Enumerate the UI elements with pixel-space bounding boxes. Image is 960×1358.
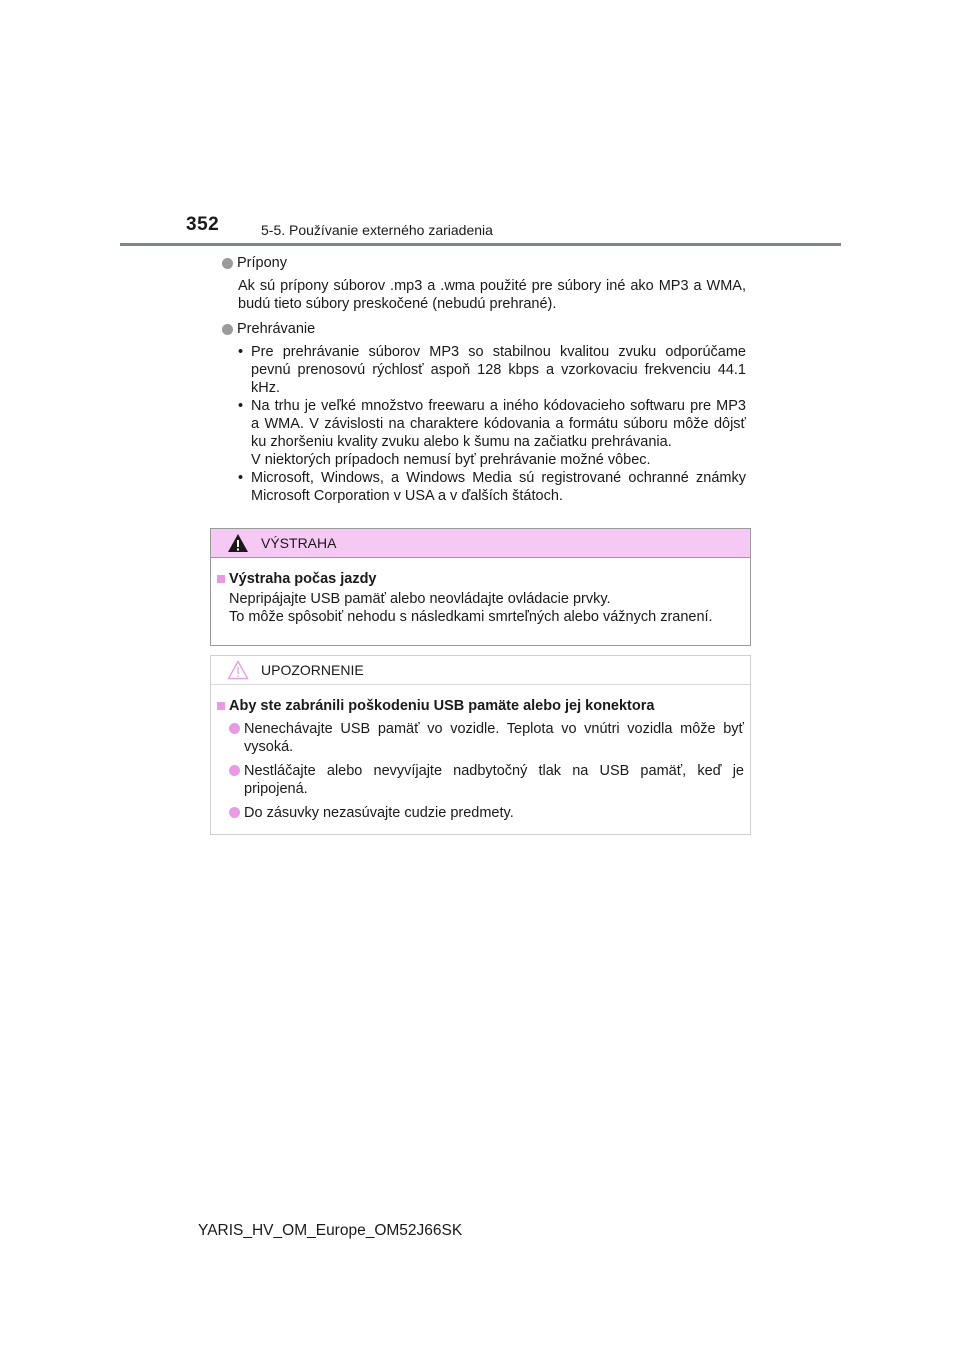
section-title: 5-5. Používanie externého zariadenia <box>261 222 493 238</box>
warning-body <box>211 558 750 626</box>
topic-text: Ak sú prípony súborov .mp3 a .wma použité pre súbory iné ako MP3 a WMA, budú tieto súbory preskočené (nebudú prehrané). <box>238 278 746 312</box>
warning-line: To môže spôsobiť nehodu s následkami smrteľných alebo vážnych zranení. <box>229 609 713 625</box>
bullet-dot-icon <box>229 723 240 734</box>
list-item-text: • Na trhu je veľké množstvo freewaru a iného kódovacieho softwaru pre MP3 a WMA. V závislosti na charaktere kódovania a formátu súboru môže dôjsť ku zhoršeniu kvality zvuku alebo k šumu na začiatku prehrávania. <box>251 398 746 450</box>
caution-heading-text: Aby ste zabránili poškodeniu USB pamäte alebo jej konektora <box>229 698 655 714</box>
bullet-dot-icon <box>222 324 233 335</box>
caution-item-text: Nestláčajte alebo nevyvíjajte nadbytočný tlak na USB pamäť, keď je pripojená. <box>244 763 744 797</box>
warning-heading <box>217 570 744 588</box>
list-item <box>238 469 746 505</box>
footer-doc-id: YARIS_HV_OM_Europe_OM52J66SK <box>198 1222 463 1239</box>
topic-heading <box>222 254 746 272</box>
bullet-dot-icon <box>229 807 240 818</box>
warning-text <box>229 590 744 626</box>
square-bullet-icon <box>217 702 225 710</box>
warning-line: Nepripájajte USB pamäť alebo neovládajte ovládacie prvky. <box>229 591 611 607</box>
list-item <box>238 343 746 397</box>
caution-item <box>229 762 744 798</box>
topic-title: Prehrávanie <box>237 321 316 337</box>
caution-heading <box>217 697 744 715</box>
page-number: 352 <box>186 214 220 235</box>
topic-heading <box>222 320 746 338</box>
list-item-text: V niektorých prípadoch nemusí byť prehrávanie možné vôbec. <box>251 452 651 468</box>
caution-item <box>229 804 744 822</box>
caution-body <box>211 685 750 822</box>
main-content <box>222 254 746 505</box>
warning-header <box>211 529 750 558</box>
caution-item-text: Do zásuvky nezasúvajte cudzie predmety. <box>244 805 514 821</box>
caution-header <box>211 656 750 685</box>
caution-box <box>210 655 751 835</box>
warning-triangle-icon <box>227 533 249 553</box>
caution-triangle-icon <box>227 660 249 680</box>
topic-playback <box>222 320 746 505</box>
list-item-text: • Microsoft, Windows, a Windows Media sú registrované ochranné známky Microsoft Corporation v USA a v ďalších štátoch. <box>251 470 746 504</box>
square-bullet-icon <box>217 575 225 583</box>
caution-item-text: Nenechávajte USB pamäť vo vozidle. Teplota vo vnútri vozidla môže byť vysoká. <box>244 721 744 755</box>
topic-title: Prípony <box>237 255 287 271</box>
warning-label: VÝSTRAHA <box>261 535 337 551</box>
bullet-dot-icon <box>229 765 240 776</box>
bullet-dot-icon <box>222 258 233 269</box>
caution-item <box>229 720 744 756</box>
warning-box <box>210 528 751 646</box>
header-divider <box>120 243 841 246</box>
warning-heading-text: Výstraha počas jazdy <box>229 571 377 587</box>
list-item <box>238 397 746 469</box>
topic-extensions <box>222 254 746 313</box>
list-item-text: • Pre prehrávanie súborov MP3 so stabilnou kvalitou zvuku odporúčame pevnú prenosovú rýchlosť aspoň 128 kbps a vzorkovaciu frekvenciu 44.1 kHz. <box>251 344 746 396</box>
bullet-list <box>238 343 746 505</box>
caution-label: UPOZORNENIE <box>261 662 364 678</box>
